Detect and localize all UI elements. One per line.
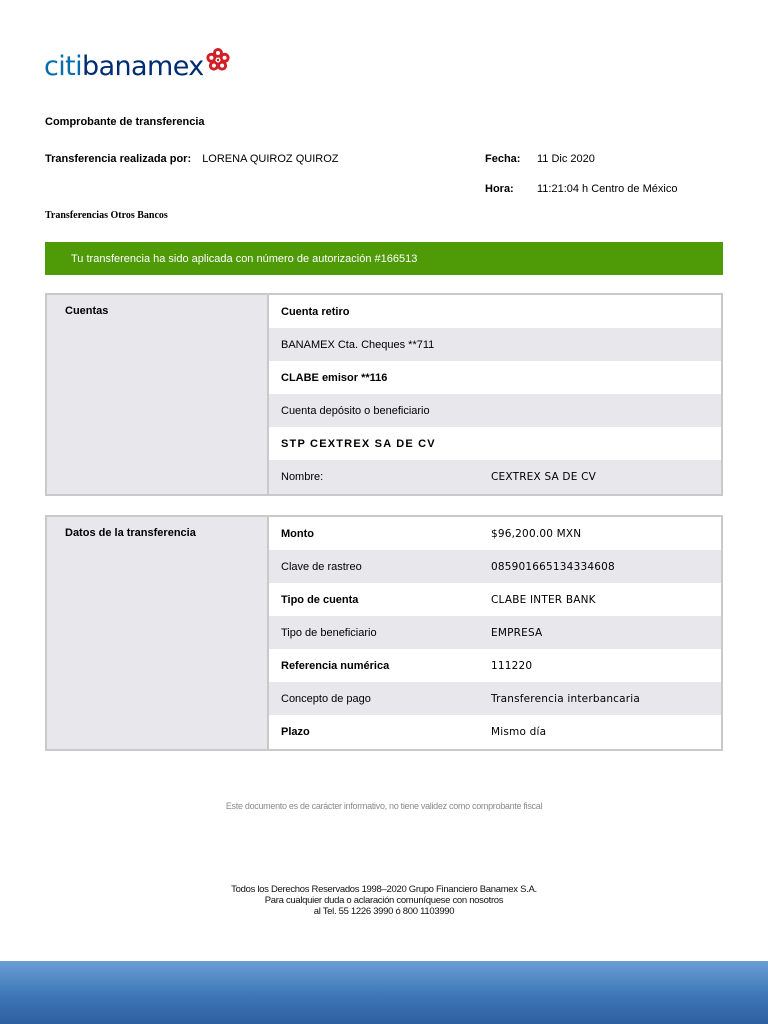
disclaimer: Este documento es de carácter informativo, no tiene validez como comprobante fiscal (225, 801, 543, 811)
table-row (269, 517, 721, 550)
authorization-banner (45, 242, 723, 275)
referencia-value: 111220 (491, 659, 533, 672)
cuentas-rows (269, 295, 721, 494)
footer-phone: al Tel. 55 1226 3990 ó 800 1103990 (313, 906, 455, 917)
fecha-label: Fecha: (485, 153, 521, 165)
hora-label: Hora: (485, 183, 514, 195)
performed-by-label: Transferencia realizada por: (45, 153, 192, 165)
logo-citi-text: citi (44, 51, 83, 82)
tipo-cuenta-label: Tipo de cuenta (281, 593, 359, 606)
plazo-value: Mismo día (491, 726, 547, 738)
tipo-beneficiario-value: EMPRESA (491, 626, 543, 639)
table-row (269, 550, 721, 583)
citibanamex-logo (44, 48, 230, 84)
monto-value: $96,200.00 MXN (491, 527, 582, 540)
datos-header (47, 517, 269, 749)
cuentas-header (47, 295, 269, 494)
table-row (269, 328, 721, 361)
footer-contact: Para cualquier duda o aclaración comuníquese con nosotros (264, 895, 504, 906)
section-label: Transferencias Otros Bancos (45, 210, 168, 221)
table-row (269, 715, 721, 749)
concepto-label: Concepto de pago (281, 692, 371, 705)
table-row (269, 427, 721, 460)
plazo-label: Plazo (281, 726, 310, 738)
fecha-value: 11 Dic 2020 (537, 153, 595, 165)
table-row (269, 460, 721, 494)
tipo-beneficiario-label: Tipo de beneficiario (281, 626, 377, 639)
table-row (269, 682, 721, 715)
beneficiary-bank: STP CEXTREX SA DE CV (281, 437, 436, 450)
table-row (269, 361, 721, 394)
footer-copyright: Todos los Derechos Reservados 1998–2020 Grupo Financiero Banamex S.A. (231, 884, 537, 895)
clabe-emisor: CLABE emisor **116 (281, 371, 388, 384)
table-row (269, 616, 721, 649)
datos-rows (269, 517, 721, 749)
tipo-cuenta-value: CLABE INTER BANK (491, 593, 596, 606)
performed-by-value: LORENA QUIROZ QUIROZ (202, 153, 339, 165)
referencia-label: Referencia numérica (281, 659, 390, 672)
concepto-value: Transferencia interbancaria (491, 692, 641, 705)
table-row (269, 649, 721, 682)
document-title: Comprobante de transferencia (45, 116, 205, 128)
bottom-bar (0, 961, 768, 1024)
cuenta-retiro-label: Cuenta retiro (281, 305, 350, 318)
monto-label: Monto (281, 527, 314, 540)
hora-value: 11:21:04 h Centro de México (537, 183, 678, 195)
cuenta-deposito-label: Cuenta depósito o beneficiario (281, 404, 430, 417)
banamex-flower-icon (206, 47, 230, 81)
authorization-banner-text: Tu transferencia ha sido aplicada con número de autorización #166513 (71, 252, 418, 265)
table-row (269, 394, 721, 427)
logo-banamex-text: banamex (82, 51, 204, 82)
datos-transferencia-section (45, 515, 723, 751)
clave-rastreo-label: Clave de rastreo (281, 560, 362, 573)
cuentas-section (45, 293, 723, 496)
nombre-value: CEXTREX SA DE CV (491, 471, 597, 483)
performed-by-row (45, 153, 338, 165)
footer (0, 884, 768, 917)
table-row (269, 583, 721, 616)
nombre-label: Nombre: (281, 471, 324, 483)
cuenta-retiro-value: BANAMEX Cta. Cheques **711 (281, 338, 435, 351)
clave-rastreo-value: 085901665134334608 (491, 560, 615, 573)
cuentas-header-label: Cuentas (65, 305, 109, 317)
table-row (269, 295, 721, 328)
datos-header-label: Datos de la transferencia (65, 527, 196, 539)
